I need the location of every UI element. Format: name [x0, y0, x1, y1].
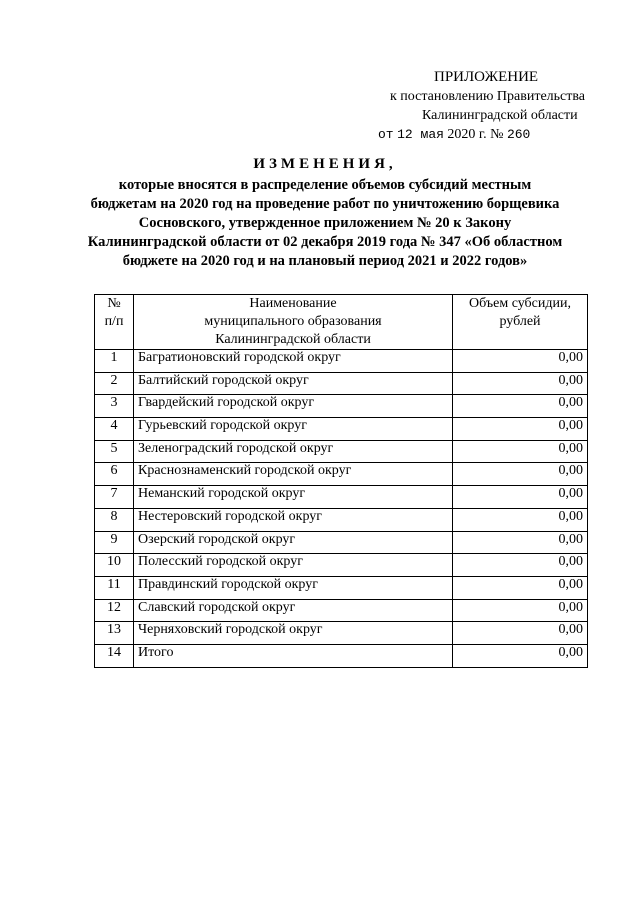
appendix-title: ПРИЛОЖЕНИЕ — [434, 69, 539, 85]
subsidy-amount: 0,00 — [453, 350, 588, 373]
header-name-line: Наименование — [249, 296, 337, 311]
heading-title: ИЗМЕНЕНИЯ, — [253, 156, 397, 172]
table-row — [95, 463, 588, 486]
table-row — [95, 599, 588, 622]
year-text: 2020 г. № — [447, 127, 504, 142]
row-number: 11 — [95, 576, 134, 599]
municipality-name: Багратионовский городской округ — [134, 350, 453, 373]
heading-line: бюджете на 2020 год и на плановый период 2021 и 2022 годов» — [122, 253, 528, 269]
heading-line: бюджетам на 2020 год на проведение работ по уничтожению борщевика — [90, 196, 560, 212]
appendix-region-line: Калининградской области — [422, 108, 578, 123]
subsidy-amount: 0,00 — [453, 508, 588, 531]
header-number-line: № — [107, 296, 121, 311]
row-number: 5 — [95, 440, 134, 463]
municipality-name: Славский городской округ — [134, 599, 453, 622]
table-row — [95, 508, 588, 531]
row-number: 4 — [95, 418, 134, 441]
date-value: 12 мая — [397, 127, 444, 142]
municipality-name: Полесский городской округ — [134, 554, 453, 577]
row-number: 6 — [95, 463, 134, 486]
municipality-name: Зеленоградский городской округ — [134, 440, 453, 463]
municipality-name: Нестеровский городской округ — [134, 508, 453, 531]
subsidy-table — [94, 294, 588, 668]
subsidy-amount: 0,00 — [453, 372, 588, 395]
table-row — [95, 576, 588, 599]
subsidy-amount: 0,00 — [453, 440, 588, 463]
row-number: 9 — [95, 531, 134, 554]
table-row — [95, 486, 588, 509]
header-name-line: муниципального образования — [204, 314, 382, 329]
appendix-date-line — [370, 125, 600, 144]
table-header-row — [95, 295, 588, 350]
table-row — [95, 350, 588, 373]
subsidy-amount: 0,00 — [453, 554, 588, 577]
subsidy-amount: 0,00 — [453, 622, 588, 645]
table-row — [95, 531, 588, 554]
header-number — [95, 295, 134, 350]
appendix-resolution-line: к постановлению Правительства — [390, 89, 586, 104]
subsidy-amount: 0,00 — [453, 599, 588, 622]
row-number: 13 — [95, 622, 134, 645]
subsidy-amount: 0,00 — [453, 463, 588, 486]
municipality-name: Итого — [134, 644, 453, 667]
table-row — [95, 440, 588, 463]
header-name — [134, 295, 453, 350]
municipality-name: Гвардейский городской округ — [134, 395, 453, 418]
subsidy-amount: 0,00 — [453, 644, 588, 667]
header-name-line: Калининградской области — [215, 332, 371, 347]
table-body — [95, 350, 588, 668]
row-number: 2 — [95, 372, 134, 395]
date-prefix: от — [378, 127, 394, 142]
row-number: 3 — [95, 395, 134, 418]
table-row — [95, 395, 588, 418]
subsidy-amount: 0,00 — [453, 395, 588, 418]
municipality-name: Правдинский городской округ — [134, 576, 453, 599]
subsidy-amount: 0,00 — [453, 418, 588, 441]
row-number: 8 — [95, 508, 134, 531]
table-row — [95, 418, 588, 441]
subsidy-amount: 0,00 — [453, 576, 588, 599]
table-row — [95, 622, 588, 645]
table-row — [95, 372, 588, 395]
municipality-name: Гурьевский городской округ — [134, 418, 453, 441]
row-number: 7 — [95, 486, 134, 509]
heading-line: Сосновского, утвержденное приложением № 20 к Закону — [138, 215, 512, 231]
subsidy-amount: 0,00 — [453, 531, 588, 554]
row-number: 12 — [95, 599, 134, 622]
row-number: 10 — [95, 554, 134, 577]
header-amount-line: рублей — [499, 314, 541, 329]
municipality-name: Озерский городской округ — [134, 531, 453, 554]
heading-line: Калининградской области от 02 декабря 2019 года № 347 «Об областном — [87, 234, 563, 250]
header-amount-line: Объем субсидии, — [469, 296, 571, 311]
subsidy-amount: 0,00 — [453, 486, 588, 509]
heading-line: которые вносятся в распределение объемов субсидий местным — [118, 177, 532, 193]
resolution-number: 260 — [506, 127, 531, 142]
municipality-name: Неманский городской округ — [134, 486, 453, 509]
header-amount — [453, 295, 588, 350]
municipality-name: Краснознаменский городской округ — [134, 463, 453, 486]
appendix-block — [370, 68, 600, 144]
municipality-name: Балтийский городской округ — [134, 372, 453, 395]
header-number-line: п/п — [104, 314, 124, 329]
document-heading — [80, 155, 570, 271]
table-row — [95, 554, 588, 577]
row-number: 14 — [95, 644, 134, 667]
row-number: 1 — [95, 350, 134, 373]
municipality-name: Черняховский городской округ — [134, 622, 453, 645]
table-row — [95, 644, 588, 667]
